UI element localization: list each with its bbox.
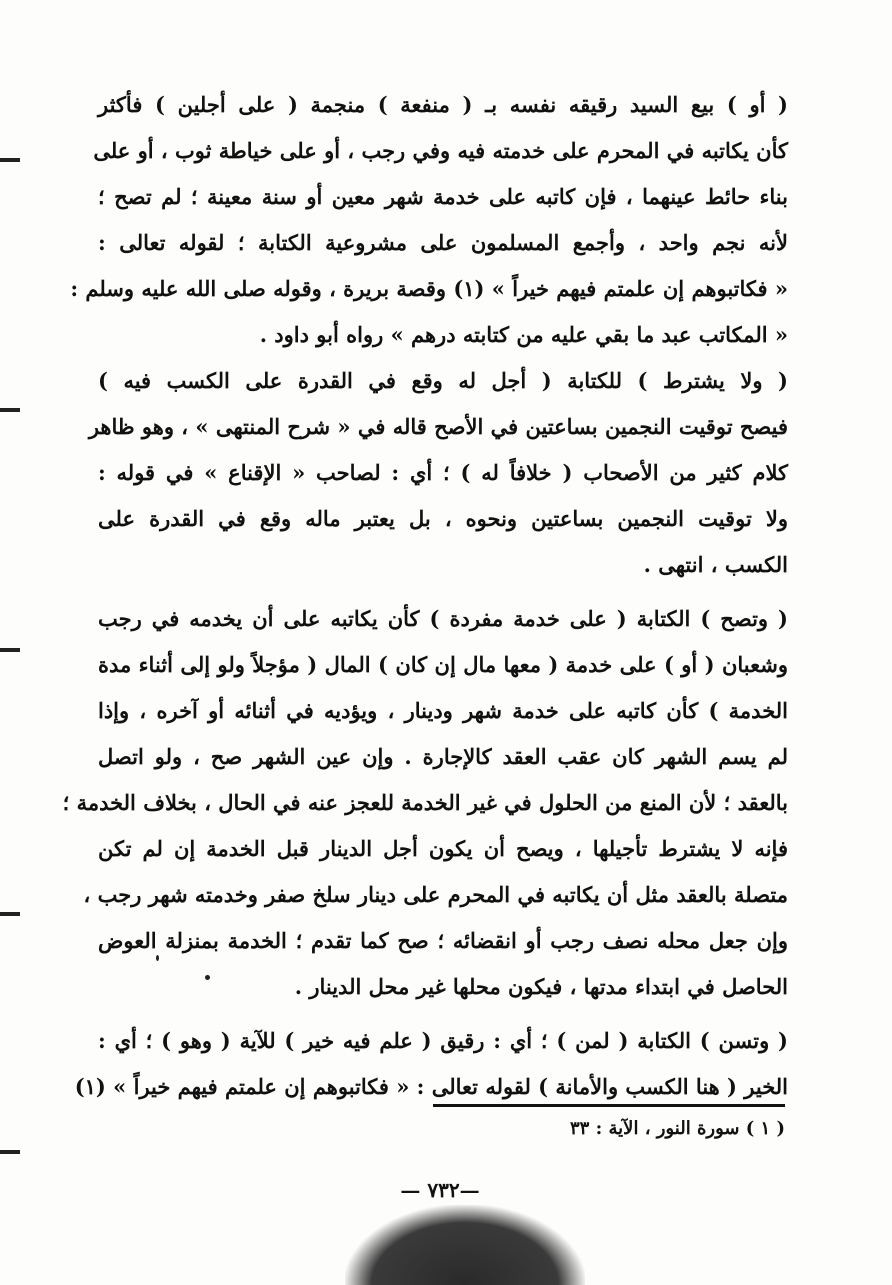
footnote: ( ١ ) سورة النور ، الآية : ٣٣ (570, 1118, 785, 1139)
margin-mark (0, 158, 20, 162)
text-line: الحاصل في ابتداء مدتها ، فيكون محلها غير محل الدينار . (294, 974, 788, 999)
scan-shadow (345, 1205, 585, 1285)
margin-mark (0, 408, 20, 412)
text-line: كلام كثير من الأصحاب ( خلافاً له ) ؛ أي : لصاحب « الإقناع » في قوله : (98, 460, 788, 485)
margin-mark (0, 648, 20, 652)
text-line: « فكاتبوهم إن علمتم فيهم خيراً » (١) وقصة بريرة ، وقوله صلى الله عليه وسلم : (70, 276, 788, 301)
text-line: ( وتسن ) الكتابة ( لمن ) ؛ أي : رقيق ( علم فيه خير ) للآية ( وهو ) ؛ أي : (98, 1028, 788, 1053)
page-number: —٧٣٢ — (400, 1178, 480, 1202)
text-line: لأنه نجم واحد ، وأجمع المسلمون على مشروعية الكتابة ؛ لقوله تعالى : (98, 230, 788, 255)
text-line: الخدمة ) كأن كاتبه على خدمة شهر ودينار ، ويؤديه في أثنائه أو آخره ، وإذا (98, 698, 788, 723)
text-line: كأن يكاتبه في المحرم على خدمته فيه وفي رجب ، أو على خياطة ثوب ، أو على (93, 138, 788, 163)
text-line: بالعقد ؛ لأن المنع من الحلول في غير الخدمة للعجز عنه في الحال ، بخلاف الخدمة ؛ (62, 790, 788, 815)
body-text (62, 82, 788, 1110)
text-line: « المكاتب عبد ما بقي عليه من كتابته درهم » رواه أبو داود . (259, 322, 788, 347)
text-line: ( ولا يشترط ) للكتابة ( أجل له وقع في القدرة على الكسب فيه ) (98, 368, 788, 393)
margin-mark (0, 1150, 20, 1154)
text-line: ( أو ) بيع السيد رقيقه نفسه بـ ( منفعة ) منجمة ( على أجلين ) فأكثر (98, 92, 788, 117)
text-line: فإنه لا يشترط تأجيلها ، ويصح أن يكون أجل الدينار قبل الخدمة إن لم تكن (98, 836, 788, 861)
ink-speck (156, 955, 159, 961)
text-line: الكسب ، انتهى . (643, 552, 788, 577)
text-line: الخير ( هنا الكسب والأمانة ) لقوله تعالى : « فكاتبوهم إن علمتم فيهم خيراً » (١) (74, 1074, 788, 1099)
text-line: وشعبان ( أو ) على خدمة ( معها مال إن كان ) المال ( مؤجلاً ولو إلى أثناء مدة (98, 652, 788, 677)
margin-mark (0, 912, 20, 916)
text-line: لم يسم الشهر كان عقب العقد كالإجارة . وإن عين الشهر صح ، ولو اتصل (98, 744, 788, 769)
ink-speck (205, 975, 210, 980)
text-line: وإن جعل محله نصف رجب أو انقضائه ؛ صح كما تقدم ؛ الخدمة بمنزلة العوض (98, 928, 788, 953)
text-line: ولا توقيت النجمين بساعتين ونحوه ، بل يعتبر ماله وقع في القدرة على (98, 506, 788, 531)
text-line: متصلة بالعقد مثل أن يكاتبه في المحرم على دينار سلخ صفر وخدمته شهر رجب ، (83, 882, 788, 907)
text-line: بناء حائط عينهما ، فإن كاتبه على خدمة شهر معين أو سنة معينة ؛ لم تصح ؛ (98, 184, 788, 209)
text-line: ( وتصح ) الكتابة ( على خدمة مفردة ) كأن يكاتبه على أن يخدمه في رجب (98, 606, 788, 631)
footnote-separator (433, 1104, 785, 1107)
text-line: فيصح توقيت النجمين بساعتين في الأصح قاله في « شرح المنتهى » ، وهو ظاهر (88, 414, 788, 439)
